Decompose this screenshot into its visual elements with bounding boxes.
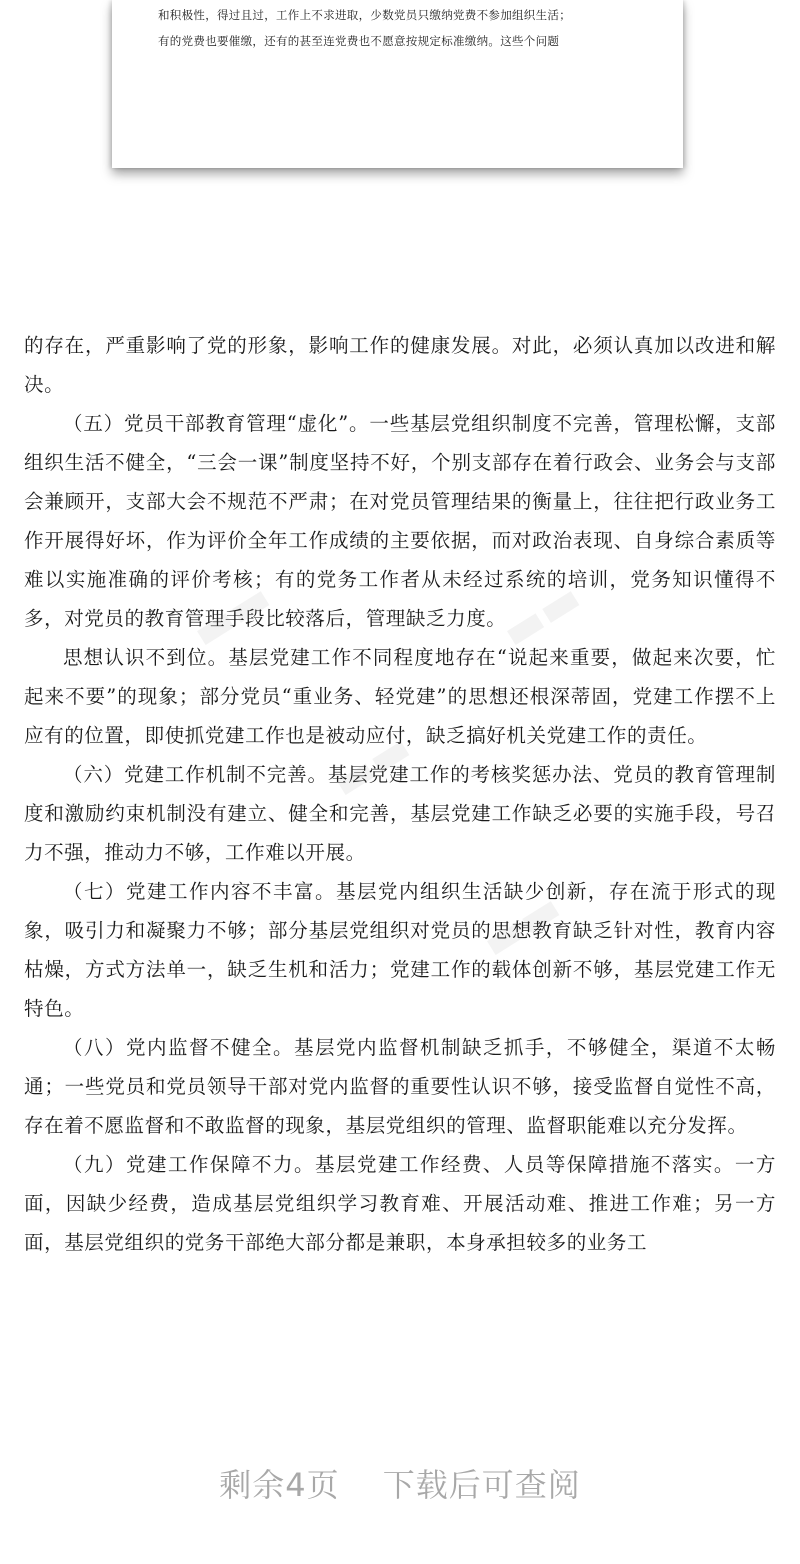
watermark-mark: ▬▬ [182, 571, 281, 660]
download-prompt[interactable] [0, 1460, 800, 1506]
paragraph-section-5: （五）党员干部教育管理“虚化”。一些基层党组织制度不完善，管理松懈，支部组织生活不健全，“三会一课”制度坚持不好，个别支部存在着行政会、业务会与支部会兼顾开，支部大会不规范不严肃；在对党员管理结果的衡量上，往往把行政业务工作开展得好坏，作为评价全年工作成绩的主要依据，而对政治表现、自身综合素质等难以实施准确的评价考核；有的党务工作者从未经过系统的培训，党务知识懂得不多，对党员的教育管理手段比较落后，管理缺乏力度。 [24, 412, 776, 630]
document-body [24, 326, 776, 1262]
paragraph-section-8: （八）党内监督不健全。基层党内监督机制缺乏抓手，不够健全，渠道不太畅通；一些党员和党员领导干部对党内监督的重要性认识不够，接受监督自觉性不高，存在着不愿监督和不敢监督的现象，基层党组织的管理、监督职能难以充分发挥。 [24, 1036, 776, 1137]
paragraph-section-7: （七）党建工作内容不丰富。基层党内组织生活缺少创新，存在流于形式的现象，吸引力和凝聚力不够；部分基层党组织对党员的思想教育缺乏针对性，教育内容枯燥，方式方法单一，缺乏生机和活力；党建工作的载体创新不够，基层党建工作无特色。 [24, 880, 776, 1020]
watermark-mark: ▬▬ [472, 881, 571, 970]
remaining-pages-text: 剩余4页 [219, 1466, 340, 1504]
watermark-mark: ▬▬ [492, 571, 591, 660]
paragraph-continuation: 的存在，严重影响了党的形象，影响工作的健康发展。对此，必须认真加以改进和解决。 [24, 334, 776, 396]
download-hint-text[interactable]: 下载后可查阅 [382, 1466, 581, 1504]
preview-line: 有的党费也要催缴，还有的甚至连党费也不愿意按规定标准缴纳。这些个问题 [158, 34, 560, 48]
preview-line: 和积极性，得过且过，工作上不求进取，少数党员只缴纳党费不参加组织生活； [158, 8, 571, 22]
paragraph-ideology: 思想认识不到位。基层党建工作不同程度地存在“说起来重要，做起来次要，忙起来不要”的现象；部分党员“重业务、轻党建”的思想还根深蒂固，党建工作摆不上应有的位置，即使抓党建工作也是被动应付，缺乏搞好机关党建工作的责任。 [24, 646, 776, 747]
paragraph-section-9: （九）党建工作保障不力。基层党建工作经费、人员等保障措施不落实。一方面，因缺少经费，造成基层党组织学习教育难、开展活动难、推进工作难；另一方面，基层党组织的党务干部绝大部分都是兼职，本身承担较多的业务工 [24, 1153, 776, 1254]
paragraph-section-6: （六）党建工作机制不完善。基层党建工作的考核奖惩办法、党员的教育管理制度和激励约束机制没有建立、健全和完善，基层党建工作缺乏必要的实施手段，号召力不强，推动力不够，工作难以开展。 [24, 763, 776, 864]
page-preview-card [112, 0, 683, 168]
watermark-mark: ▬▬ [322, 721, 421, 810]
